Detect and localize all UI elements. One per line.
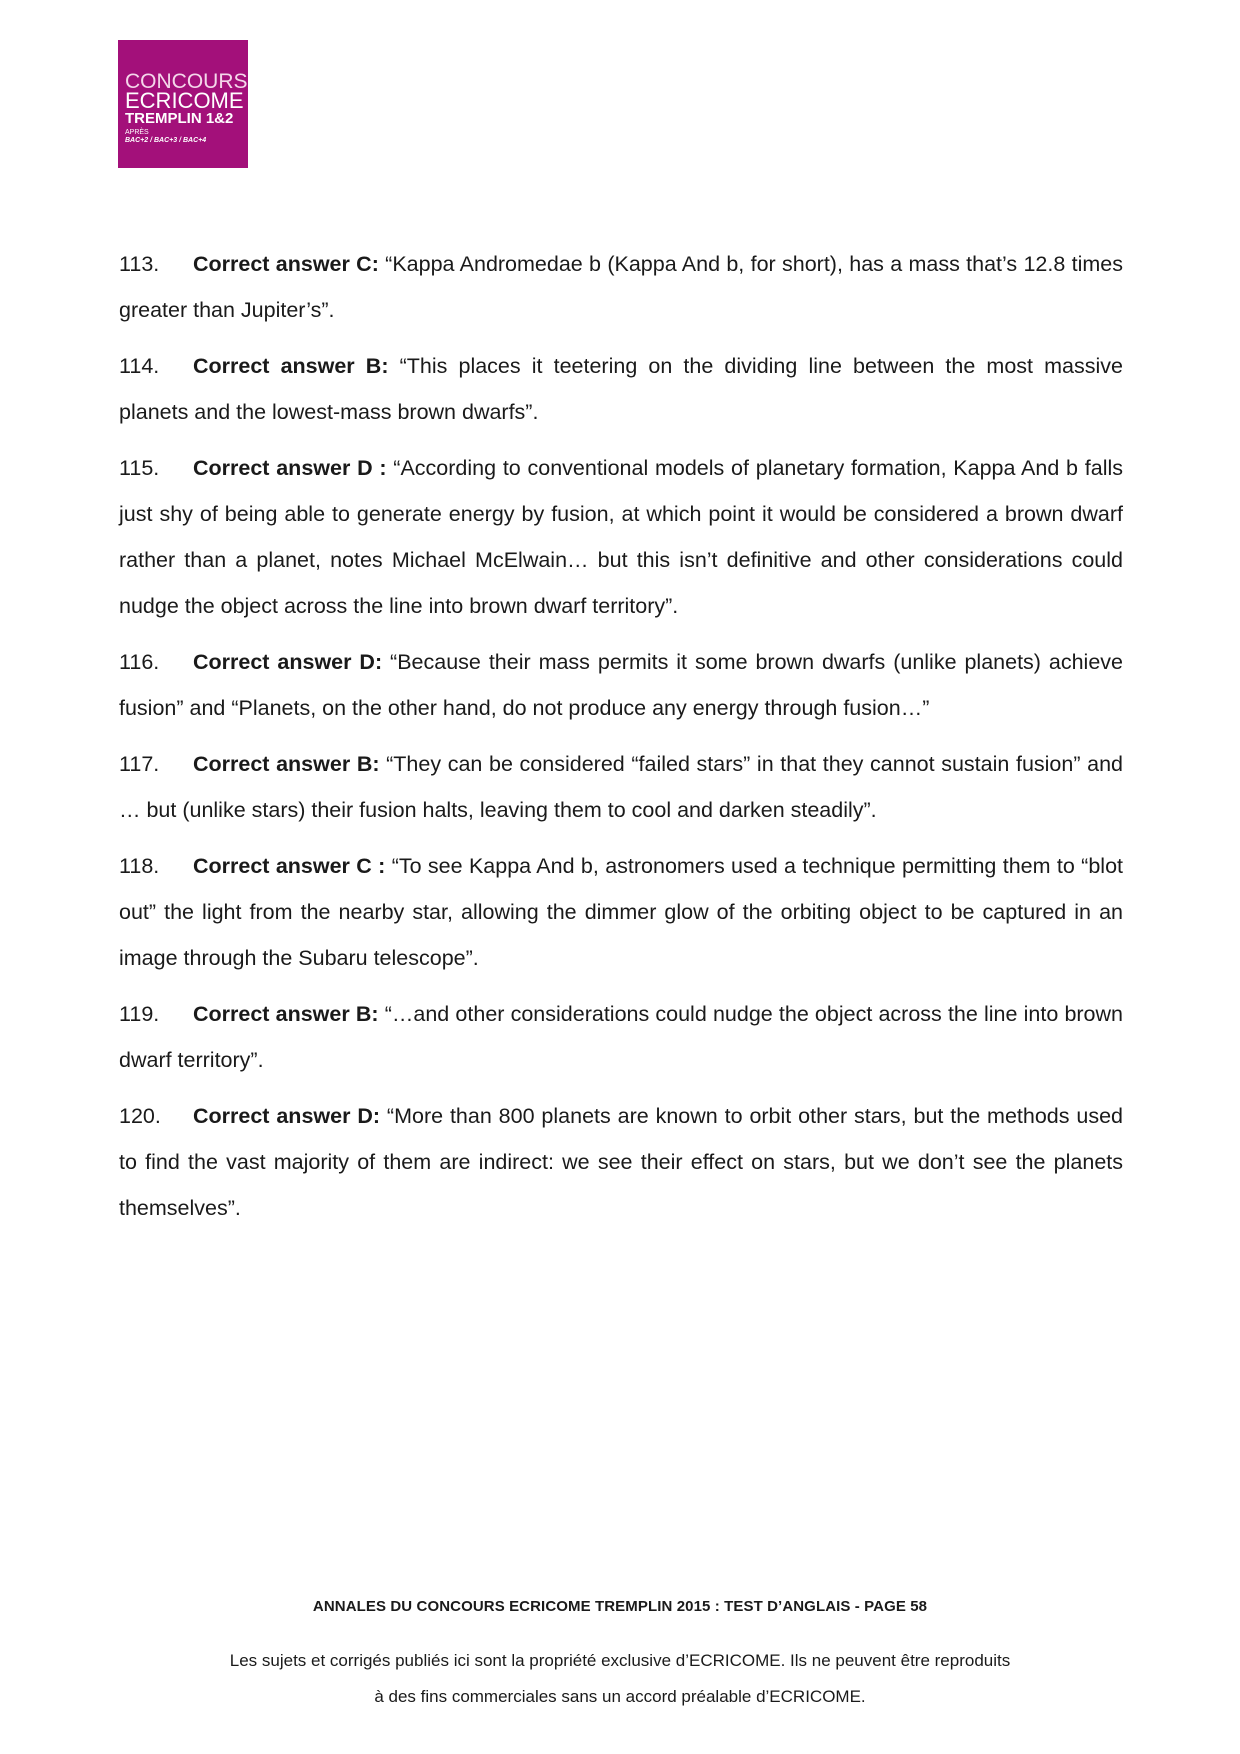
- footer-note-line-1: Les sujets et corrigés publiés ici sont la propriété exclusive d’ECRICOME. Ils ne peuvent être reproduits: [229, 1651, 1011, 1670]
- answer-118: [119, 843, 1123, 981]
- answer-number: 113.: [119, 252, 160, 276]
- answer-text: “This places it teetering on the dividing line between the most massive planets and the lowest-mass brown dwarfs”.: [119, 354, 1123, 424]
- answer-text: “They can be considered “failed stars” in that they cannot sustain fusion” and … but (unlike stars) their fusion halts, leaving them to cool and darken steadily”.: [119, 752, 1123, 822]
- answer-text: “Kappa Andromedae b (Kappa And b, for short), has a mass that’s 12.8 times greater than Jupiter’s”.: [119, 252, 1123, 322]
- answer-number: 117.: [119, 752, 160, 776]
- logo-line-tremplin: TREMPLIN 1&2: [125, 110, 234, 127]
- footer-note-line-2: à des fins commerciales sans un accord préalable d’ECRICOME.: [374, 1687, 866, 1706]
- answer-label: Correct answer D :: [193, 456, 387, 480]
- logo-line-ecricome: ECRICOME: [125, 88, 244, 113]
- answer-number: 119.: [119, 1002, 160, 1026]
- footer-note: [0, 1643, 1240, 1715]
- answer-114: [119, 343, 1123, 435]
- answer-text: “Because their mass permits it some brown dwarfs (unlike planets) achieve fusion” and “Planets, on the other hand, do not produce any energy through fusion…”: [119, 650, 1123, 720]
- answer-number: 116.: [119, 650, 160, 674]
- answer-label: Correct answer B:: [193, 354, 389, 378]
- answer-number: 118.: [119, 854, 160, 878]
- ecricome-logo: [118, 40, 248, 168]
- answer-number: 114.: [119, 354, 160, 378]
- footer-title: ANNALES DU CONCOURS ECRICOME TREMPLIN 2015 : TEST D’ANGLAIS - PAGE 58: [312, 1598, 928, 1615]
- logo-line-bac: BAC+2 / BAC+3 / BAC+4: [125, 137, 207, 144]
- answer-text: “More than 800 planets are known to orbit other stars, but the methods used to find the vast majority of them are indirect: we see their effect on stars, but we don’t see the planets themselves”.: [119, 1104, 1123, 1220]
- answer-120: [119, 1093, 1123, 1231]
- answer-label: Correct answer D:: [193, 1104, 381, 1128]
- answer-label: Correct answer C :: [193, 854, 386, 878]
- answer-119: [119, 991, 1123, 1083]
- answer-label: Correct answer B:: [193, 1002, 379, 1026]
- answer-113: [119, 241, 1123, 333]
- answer-number: 120.: [119, 1104, 161, 1128]
- answer-text: “To see Kappa And b, astronomers used a technique permitting them to “blot out” the light from the nearby star, allowing the dimmer glow of the orbiting object to be captured in an image through the Subaru telescope”.: [119, 854, 1124, 970]
- answers-list: [119, 241, 1123, 1241]
- answer-label: Correct answer C:: [193, 252, 379, 276]
- answer-label: Correct answer B:: [193, 752, 380, 776]
- answer-115: [119, 445, 1123, 629]
- answer-number: 115.: [119, 456, 160, 480]
- answer-116: [119, 639, 1123, 731]
- answer-117: [119, 741, 1123, 833]
- logo-line-concours: CONCOURS: [125, 70, 248, 93]
- answer-label: Correct answer D:: [193, 650, 383, 674]
- answer-text: “According to conventional models of planetary formation, Kappa And b falls just shy of being able to generate energy by fusion, at which point it would be considered a brown dwarf rather than a planet, notes Michael McElwain… but this isn’t definitive and other considerations could nudge the object across the line into brown dwarf territory”.: [119, 456, 1124, 618]
- answer-text: “…and other considerations could nudge the object across the line into brown dwarf territory”.: [119, 1002, 1124, 1072]
- logo-line-apres: APRÈS: [125, 129, 149, 136]
